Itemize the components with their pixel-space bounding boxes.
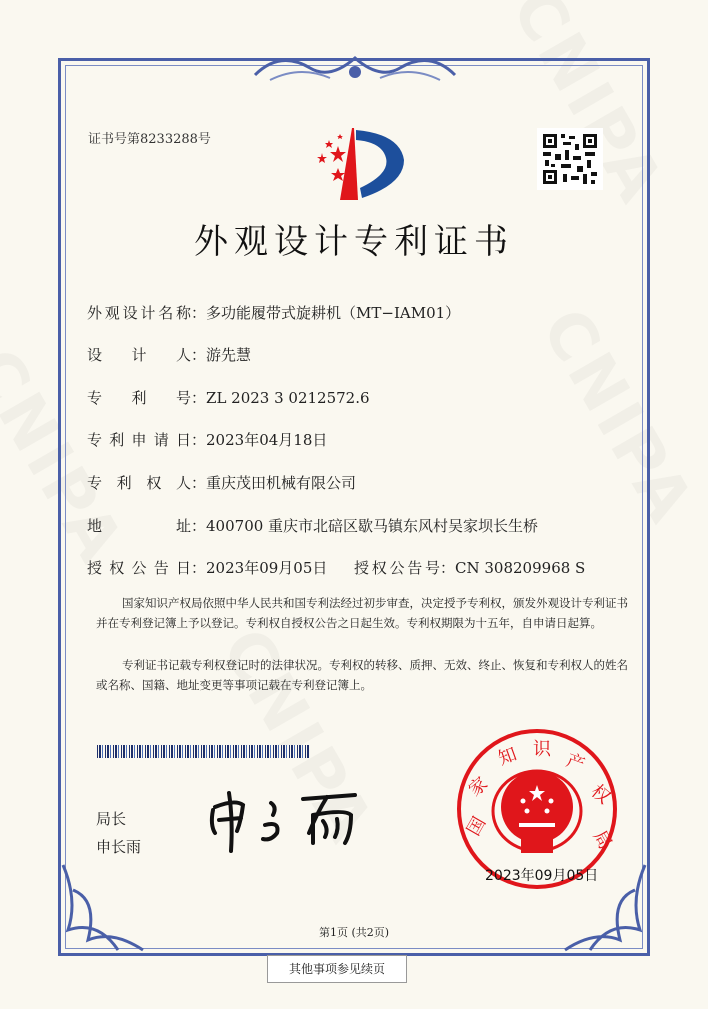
svg-text:产: 产 — [563, 749, 588, 776]
field-announcement-number: 授权公告号：CN 308209968 S — [354, 559, 586, 577]
signatory-name: 申长雨 — [96, 838, 142, 856]
top-ornament — [250, 50, 460, 90]
field-application-date: 专利申请日：2023年04月18日 — [87, 431, 328, 449]
field-designer: 设计人：游先慧 — [87, 346, 252, 364]
seal-date: 2023年09月05日 — [485, 868, 599, 884]
svg-text:识: 识 — [533, 739, 551, 760]
svg-text:国: 国 — [463, 813, 491, 840]
statement-paragraph: 专利证书记载专利权登记时的法律状况。专利权的转移、质押、无效、终止、恢复和专利权人的姓名或名称、国籍、地址变更等事项记载在专利登记簿上。 — [96, 658, 628, 692]
document-title: 外观设计专利证书 — [194, 222, 514, 262]
corner-ornament-bottom-left — [58, 860, 148, 955]
barcode — [97, 745, 309, 758]
field-address: 地址：400700 重庆市北碚区歇马镇东风村吴家坝长生桥 — [87, 517, 539, 535]
signatory-title: 局长 — [96, 810, 127, 828]
svg-text:知: 知 — [495, 743, 520, 770]
qr-code — [537, 128, 603, 190]
signature — [205, 785, 370, 855]
page-info: 第1页 (共2页) — [318, 926, 390, 939]
continued-note: 其他事项参见续页 — [267, 955, 407, 983]
field-design-name: 外观设计名称：多功能履带式旋耕机（MT−IAM01） — [87, 304, 461, 322]
svg-text:家: 家 — [464, 773, 493, 801]
cnipa-logo — [300, 126, 410, 202]
statement-paragraph: 国家知识产权局依照中华人民共和国专利法经过初步审查，决定授予专利权，颁发外观设计专利证书并在专利登记簿上予以登记。专利权自授权公告之日起生效。专利权期限为十五年，自申请日起算。 — [96, 596, 628, 630]
svg-text:局: 局 — [588, 827, 616, 854]
certificate-number: 证书号第8233288号 — [88, 132, 211, 147]
field-grant-date: 授权公告日：2023年09月05日 — [87, 559, 328, 577]
field-patentee: 专利权人：重庆茂田机械有限公司 — [87, 474, 357, 492]
field-patent-number: 专利号：ZL 2023 3 0212572.6 — [87, 389, 370, 407]
svg-text:权: 权 — [586, 780, 615, 809]
